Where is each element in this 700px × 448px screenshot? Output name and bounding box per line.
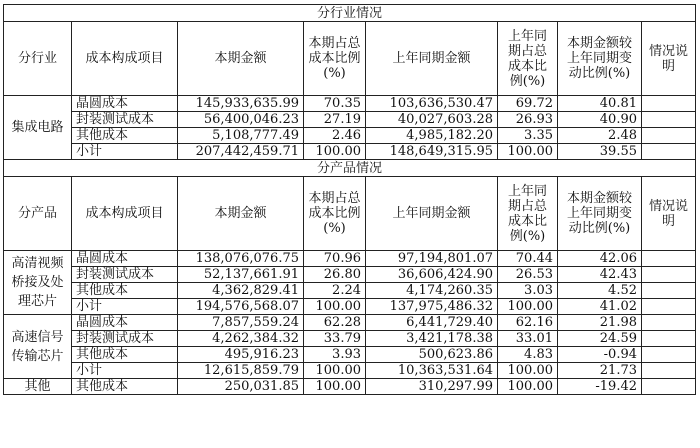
- current-pct: 33.79: [304, 331, 366, 347]
- prior-amount: 3,421,178.38: [366, 331, 498, 347]
- current-amount: 194,576,568.07: [178, 299, 304, 315]
- remarks-cell: [642, 96, 696, 112]
- change-pct: 24.59: [558, 331, 642, 347]
- cost-item: 封装测试成本: [72, 112, 178, 128]
- current-amount: 52,137,661.91: [178, 267, 304, 283]
- remarks-cell: [642, 112, 696, 128]
- cost-item: 晶圆成本: [72, 96, 178, 112]
- prior-pct: 3.35: [498, 128, 558, 144]
- header-prior-amount: 上年同期金额: [366, 22, 498, 96]
- current-amount: 7,857,559.24: [178, 315, 304, 331]
- current-amount: 207,442,459.71: [178, 144, 304, 160]
- prior-pct: 100.00: [498, 299, 558, 315]
- current-pct: 3.93: [304, 347, 366, 363]
- prior-amount: 4,174,260.35: [366, 283, 498, 299]
- header-current-pct: 本期占总成本比例(%): [304, 177, 366, 251]
- prior-pct: 4.83: [498, 347, 558, 363]
- current-pct: 100.00: [304, 363, 366, 379]
- change-pct: 4.52: [558, 283, 642, 299]
- cost-item: 晶圆成本: [72, 251, 178, 267]
- prior-amount: 103,636,530.47: [366, 96, 498, 112]
- prior-pct: 100.00: [498, 363, 558, 379]
- current-pct: 27.19: [304, 112, 366, 128]
- cost-item: 其他成本: [72, 347, 178, 363]
- change-pct: 42.06: [558, 251, 642, 267]
- header-segment: 分行业: [4, 22, 72, 96]
- remarks-cell: [642, 315, 696, 331]
- current-amount: 495,916.23: [178, 347, 304, 363]
- header-current-amount: 本期金额: [178, 22, 304, 96]
- remarks-cell: [642, 144, 696, 160]
- header-prior-pct: 上年同期占总成本比例(%): [498, 177, 558, 251]
- prior-pct: 26.53: [498, 267, 558, 283]
- subtotal-label: 小计: [72, 144, 178, 160]
- current-pct: 2.24: [304, 283, 366, 299]
- prior-amount: 500,623.86: [366, 347, 498, 363]
- current-pct: 100.00: [304, 299, 366, 315]
- header-current-amount: 本期金额: [178, 177, 304, 251]
- remarks-cell: [642, 363, 696, 379]
- subtotal-label: 小计: [72, 363, 178, 379]
- change-pct: 42.43: [558, 267, 642, 283]
- remarks-cell: [642, 299, 696, 315]
- current-amount: 250,031.85: [178, 379, 304, 395]
- header-change-pct: 本期金额较上年同期变动比例(%): [558, 22, 642, 96]
- current-pct: 100.00: [304, 379, 366, 395]
- current-amount: 5,108,777.49: [178, 128, 304, 144]
- cost-breakdown-table: [3, 4, 696, 395]
- header-prior-amount: 上年同期金额: [366, 177, 498, 251]
- prior-pct: 100.00: [498, 144, 558, 160]
- cost-item: 封装测试成本: [72, 331, 178, 347]
- cost-item: 其他成本: [72, 283, 178, 299]
- change-pct: -19.42: [558, 379, 642, 395]
- prior-amount: 148,649,315.95: [366, 144, 498, 160]
- header-change-pct: 本期金额较上年同期变动比例(%): [558, 177, 642, 251]
- header-cost-item: 成本构成项目: [72, 22, 178, 96]
- remarks-cell: [642, 128, 696, 144]
- header-remarks: 情况说明: [642, 22, 696, 96]
- header-cost-item: 成本构成项目: [72, 177, 178, 251]
- prior-amount: 137,975,486.32: [366, 299, 498, 315]
- section-title-product: 分产品情况: [4, 160, 696, 177]
- change-pct: 40.90: [558, 112, 642, 128]
- group-label: 集成电路: [4, 96, 72, 160]
- prior-pct: 26.93: [498, 112, 558, 128]
- current-pct: 100.00: [304, 144, 366, 160]
- remarks-cell: [642, 283, 696, 299]
- current-pct: 62.28: [304, 315, 366, 331]
- current-amount: 4,362,829.41: [178, 283, 304, 299]
- cost-item: 封装测试成本: [72, 267, 178, 283]
- prior-amount: 6,441,729.40: [366, 315, 498, 331]
- cost-item: 其他成本: [72, 379, 178, 395]
- remarks-cell: [642, 331, 696, 347]
- prior-amount: 4,985,182.20: [366, 128, 498, 144]
- prior-amount: 97,194,801.07: [366, 251, 498, 267]
- remarks-cell: [642, 347, 696, 363]
- current-pct: 70.35: [304, 96, 366, 112]
- section-title-industry: 分行业情况: [4, 5, 696, 22]
- prior-pct: 70.44: [498, 251, 558, 267]
- change-pct: 41.02: [558, 299, 642, 315]
- group-label: 高速信号传输芯片: [4, 315, 72, 379]
- subtotal-label: 小计: [72, 299, 178, 315]
- change-pct: 21.98: [558, 315, 642, 331]
- prior-pct: 3.03: [498, 283, 558, 299]
- prior-amount: 40,027,603.28: [366, 112, 498, 128]
- cost-item: 其他成本: [72, 128, 178, 144]
- cost-item: 晶圆成本: [72, 315, 178, 331]
- change-pct: 40.81: [558, 96, 642, 112]
- header-prior-pct: 上年同期占总成本比例(%): [498, 22, 558, 96]
- prior-amount: 36,606,424.90: [366, 267, 498, 283]
- change-pct: 2.48: [558, 128, 642, 144]
- group-label: 高清视频桥接及处理芯片: [4, 251, 72, 315]
- current-pct: 2.46: [304, 128, 366, 144]
- current-amount: 4,262,384.32: [178, 331, 304, 347]
- change-pct: 21.73: [558, 363, 642, 379]
- prior-amount: 310,297.99: [366, 379, 498, 395]
- header-product: 分产品: [4, 177, 72, 251]
- header-remarks: 情况说明: [642, 177, 696, 251]
- current-pct: 70.96: [304, 251, 366, 267]
- current-amount: 138,076,076.75: [178, 251, 304, 267]
- current-pct: 26.80: [304, 267, 366, 283]
- change-pct: -0.94: [558, 347, 642, 363]
- prior-pct: 62.16: [498, 315, 558, 331]
- remarks-cell: [642, 267, 696, 283]
- current-amount: 12,615,859.79: [178, 363, 304, 379]
- header-current-pct: 本期占总成本比例(%): [304, 22, 366, 96]
- current-amount: 56,400,046.23: [178, 112, 304, 128]
- current-amount: 145,933,635.99: [178, 96, 304, 112]
- change-pct: 39.55: [558, 144, 642, 160]
- remarks-cell: [642, 379, 696, 395]
- group-label: 其他: [4, 379, 72, 395]
- prior-amount: 10,363,531.64: [366, 363, 498, 379]
- prior-pct: 100.00: [498, 379, 558, 395]
- prior-pct: 69.72: [498, 96, 558, 112]
- prior-pct: 33.01: [498, 331, 558, 347]
- remarks-cell: [642, 251, 696, 267]
